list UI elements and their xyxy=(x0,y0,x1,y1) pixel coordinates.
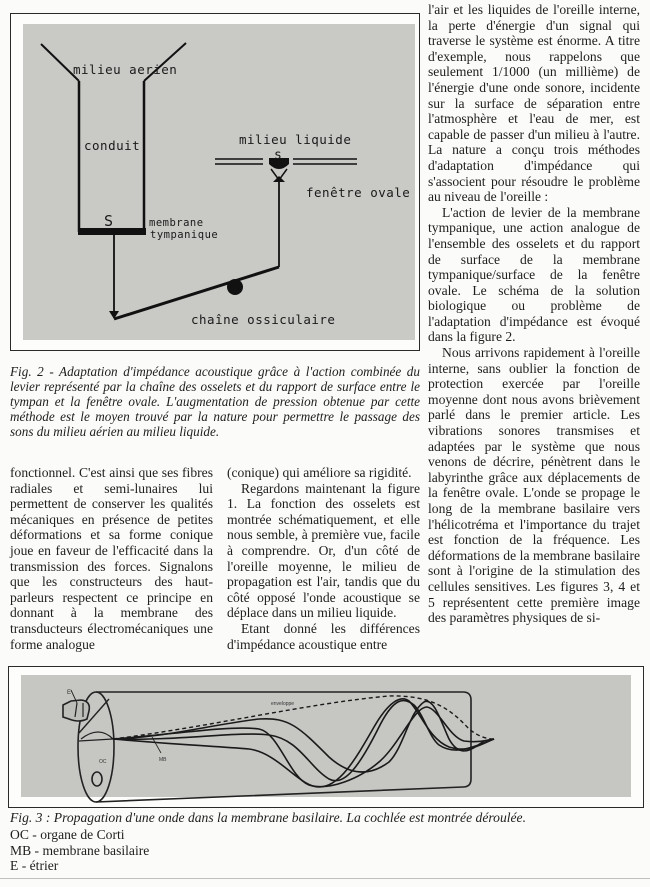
label-mb: MB xyxy=(159,757,167,763)
label-milieu-aerien: milieu aerien xyxy=(73,62,178,77)
left-column xyxy=(10,465,213,652)
middle-column xyxy=(227,465,420,652)
page-bottom-rule xyxy=(0,878,650,879)
figure-2-caption: Fig. 2 - Adaptation d'impédance acoustique grâce à l'action combinée du levier représenté par la chaîne des osselets et du rapport de surface entre le tympan et la fenêtre ovale. L'augmentation de pression obtenue par cette méthode est le moyen trouvé par la nature pour permettre le passage des sons du milieu aérien au milieu liquide. xyxy=(10,364,420,439)
basilar-wave-curves xyxy=(113,699,494,787)
paragraph: Regardons maintenant la figure 1. La fonction des osselets est montrée schématiquement, et elle nous semble, à première vue, facile à comprendre. Or, d'un côté de l'oreille moyenne, le milieu de propagation est l'air, tandis que du côté opposé l'onde acoustique se déplace dans un milieu liquide. xyxy=(227,480,420,621)
figure-3-diagram xyxy=(9,667,645,809)
oval-window-icon xyxy=(215,158,357,182)
paragraph: l'air et les liquides de l'oreille interne, la perte d'énergie d'un signal qui traverse le système est énorme. A titre d'exemple, nous rappelons que seulement 1/1000 (un millième) de l'énergie d'une onde sonore, incidente sur la surface de séparation entre l'atmosphère et l'eau de mer, est capable de passer d'un milieu à l'autre. La nature a conçu trois méthodes d'adaptation d'impédance qui s'associent pour résoudre le problème au niveau de l'oreille : xyxy=(428,2,640,205)
label-fenetre-ovale: fenêtre ovale xyxy=(306,185,411,200)
label-surface-large: S xyxy=(104,212,114,230)
label-e: E xyxy=(67,690,72,696)
figure-3-caption: Fig. 3 : Propagation d'une onde dans la membrane basilaire. La cochlée est montrée déroulée. xyxy=(10,810,526,825)
paragraph: L'action de levier de la membrane tympanique, une action analogue de l'ensemble des osselets et du rapport de surface de la membrane tympanique/surface de la fenêtre ovale. Le schéma de la solution biologique ou problème de l'adaptation d'impédance est évoqué dans la figure 2. xyxy=(428,204,640,345)
figure-2-diagram xyxy=(11,14,421,352)
right-column xyxy=(428,2,640,626)
label-conduit: conduit xyxy=(84,138,141,153)
ossicle-lever-icon xyxy=(109,179,279,319)
label-tympanique: tympanique xyxy=(150,229,219,241)
figure-3-legend xyxy=(10,827,149,874)
label-enveloppe: enveloppe xyxy=(271,701,295,707)
paragraph: Etant donné les différences d'impédance acoustique entre xyxy=(227,620,420,652)
legend-item: MB - membrane basilaire xyxy=(10,842,150,858)
cochlea-tube-icon xyxy=(63,690,471,802)
label-chaine-ossiculaire: chaîne ossiculaire xyxy=(191,312,336,327)
figure-3-frame xyxy=(8,666,644,808)
label-milieu-liquide: milieu liquide xyxy=(239,132,352,147)
legend-item: E - étrier xyxy=(10,858,59,873)
legend-item: OC - organe de Corti xyxy=(10,827,125,842)
paragraph: fonctionnel. C'est ainsi que ses fibres radiales et semi-lunaires lui permettent de conserver les qualités mécaniques en présence de petites déformations et sa forme conique joue en faveur de l'efficacité dans la transmission des forces. Signalons que les constructeurs des haut-parleurs respectent ce principe en donnant à la membrane des transducteurs électromécaniques une forme analogue xyxy=(10,465,213,652)
paragraph: (conique) qui améliore sa rigidité. xyxy=(227,465,412,480)
paragraph: Nous arrivons rapidement à l'oreille interne, sans oublier la fonction de protection exercée par l'oreille moyenne dont nous avons brièvement parlé dans le premier article. Les vibrations sonores transmises et adaptées par le système que nous venons de décrire, pénètrent dans le labyrinthe grâce aux déplacements de la fenêtre ovale. L'onde se propage le long de la membrane basilaire vers l'hélicotréma et l'importance du trajet est fonction de la fréquence. Les déformations de la membrane basilaire sont à l'origine de la stimulation des cellules sensitives. Les figures 3, 4 et 5 représentent cette première image des paramètres physiques de si- xyxy=(428,345,640,626)
label-surface-small: s xyxy=(274,148,283,163)
figure-2-frame xyxy=(10,13,420,351)
label-membrane: membrane xyxy=(149,217,204,229)
label-oc: OC xyxy=(99,759,107,765)
